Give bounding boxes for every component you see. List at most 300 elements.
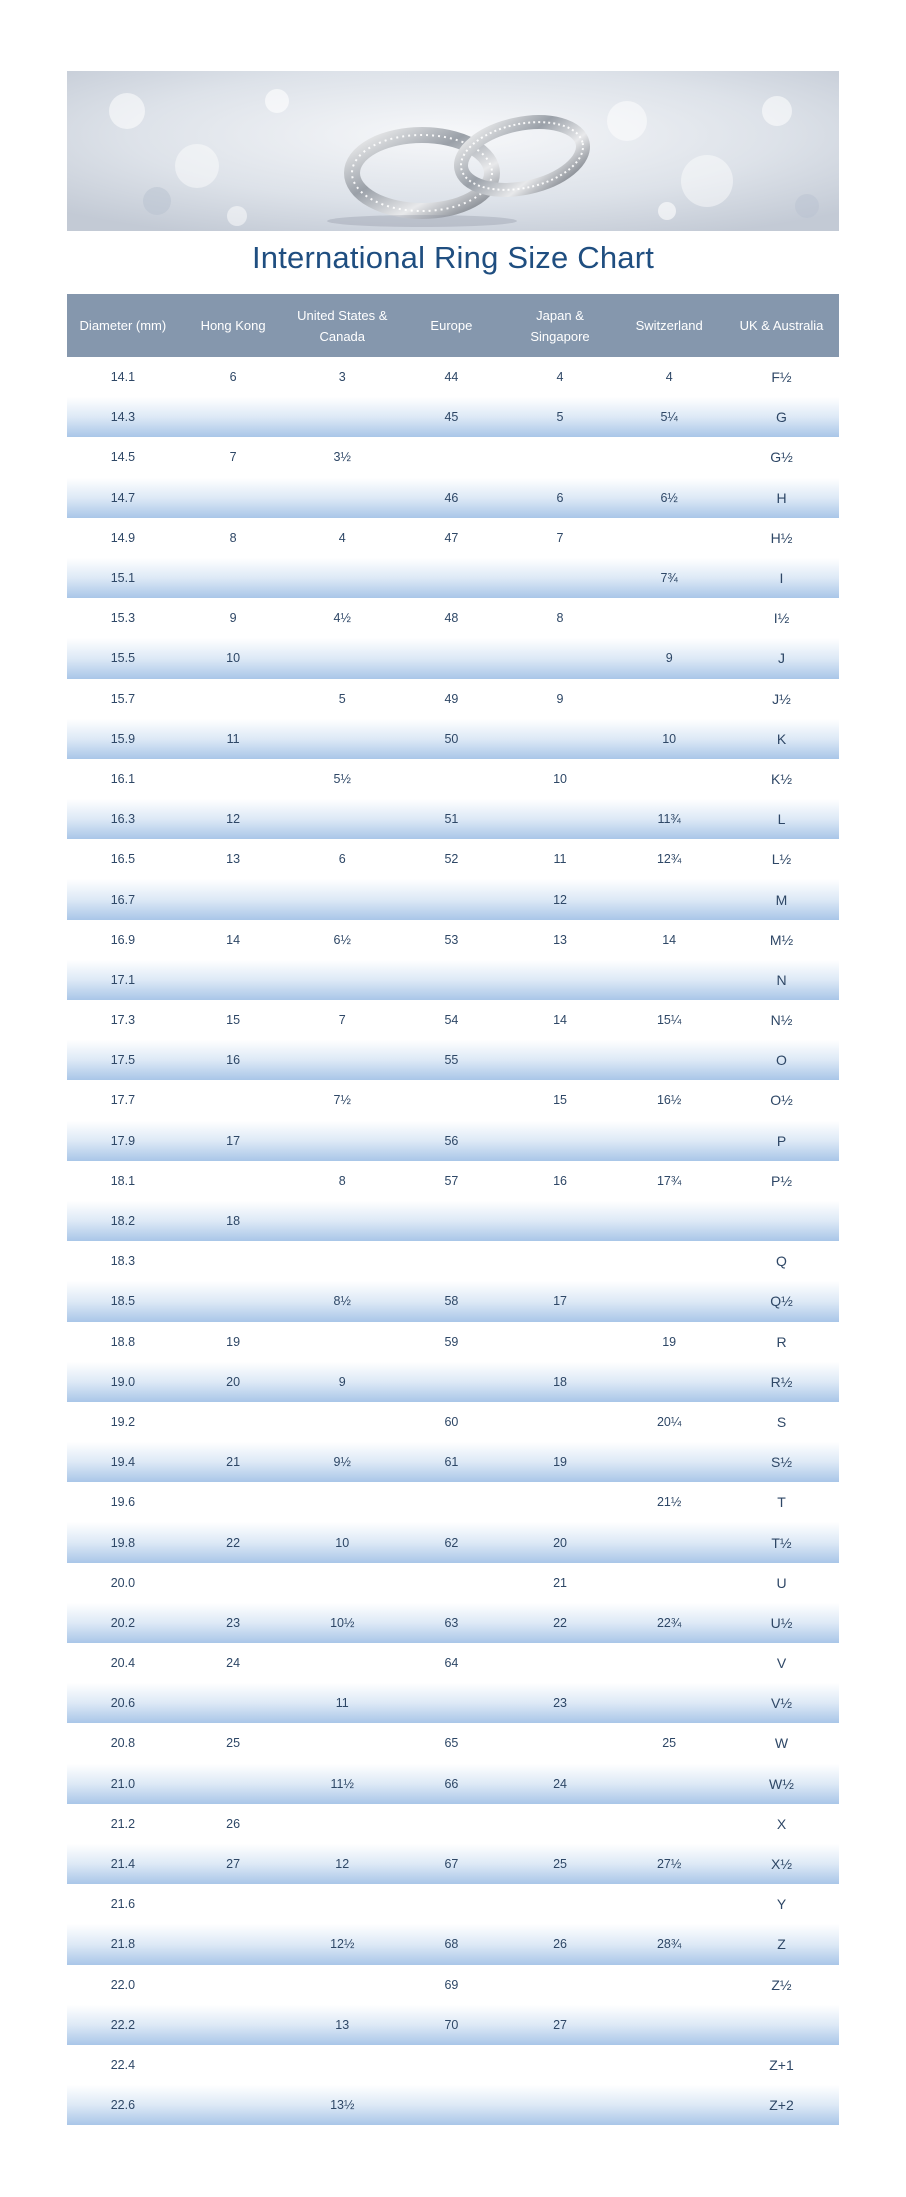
japan-singapore-cell: 17	[506, 1281, 615, 1321]
table-row	[67, 1884, 839, 1924]
diameter-cell: 18.5	[67, 1281, 179, 1321]
table-row	[67, 1362, 839, 1402]
wedding-rings-icon	[67, 71, 839, 231]
japan-singapore-cell: 14	[553, 1013, 567, 1028]
switzerland-cell	[614, 1362, 724, 1402]
uk-australia-cell: S	[776, 1413, 787, 1430]
japan-singapore-cell	[506, 719, 615, 759]
hong-kong-cell: 6	[229, 370, 237, 385]
japan-singapore-cell	[506, 638, 615, 678]
uk-australia-cell: Q	[776, 1253, 787, 1270]
table-row	[67, 1844, 839, 1884]
uk-australia-cell: U	[776, 1574, 787, 1591]
europe-cell	[397, 2045, 506, 2085]
hong-kong-cell	[179, 1161, 288, 1201]
diameter-cell: 20.2	[67, 1603, 179, 1643]
europe-cell: 45	[397, 397, 506, 437]
europe-cell	[397, 879, 506, 919]
us-canada-cell: 7½	[333, 1093, 351, 1108]
switzerland-cell: 22¾	[614, 1603, 724, 1643]
japan-singapore-cell	[506, 1322, 615, 1362]
japan-singapore-cell: 26	[506, 1924, 615, 1964]
europe-cell: 70	[397, 2005, 506, 2045]
diameter-cell: 18.3	[110, 1254, 136, 1269]
switzerland-cell	[614, 1683, 724, 1723]
switzerland-cell: 16½	[656, 1093, 682, 1108]
table-row	[67, 719, 839, 759]
uk-australia-cell: O½	[770, 1092, 793, 1109]
diameter-cell: 14.9	[110, 530, 136, 545]
table-row	[67, 920, 839, 960]
diameter-cell: 15.1	[67, 558, 179, 598]
europe-cell: 56	[397, 1121, 506, 1161]
table-row	[67, 1924, 839, 1964]
uk-australia-cell	[724, 2005, 839, 2045]
table-row	[67, 1764, 839, 1804]
us-canada-cell	[287, 558, 397, 598]
switzerland-cell: 5¼	[614, 397, 724, 437]
switzerland-cell: 6½	[614, 478, 724, 518]
table-row	[67, 839, 839, 879]
europe-cell	[397, 1241, 506, 1281]
japan-singapore-cell	[506, 1040, 615, 1080]
diameter-cell: 14.5	[110, 450, 136, 465]
hong-kong-cell	[179, 960, 288, 1000]
japan-singapore-cell: 9	[556, 691, 564, 706]
hong-kong-cell: 20	[179, 1362, 288, 1402]
japan-singapore-cell	[506, 2045, 615, 2085]
uk-australia-cell: X½	[724, 1844, 839, 1884]
uk-australia-cell: N	[724, 960, 839, 1000]
switzerland-cell	[614, 2005, 724, 2045]
europe-cell	[397, 638, 506, 678]
diameter-cell: 19.6	[110, 1495, 136, 1510]
hong-kong-cell	[179, 2005, 288, 2045]
table-row	[67, 1442, 839, 1482]
table-row	[67, 1241, 839, 1281]
hong-kong-cell: 12	[179, 799, 288, 839]
hong-kong-cell: 18	[179, 1201, 288, 1241]
europe-cell: 51	[397, 799, 506, 839]
uk-australia-cell: R	[776, 1333, 787, 1350]
column-header-diameter: Diameter (mm)	[67, 294, 179, 357]
europe-cell: 63	[397, 1603, 506, 1643]
us-canada-cell: 3	[338, 370, 346, 385]
europe-cell: 66	[397, 1764, 506, 1804]
hong-kong-cell	[179, 1241, 288, 1281]
uk-australia-cell: I½	[773, 610, 790, 627]
europe-cell	[397, 1080, 506, 1120]
hong-kong-cell: 13	[226, 852, 241, 867]
diameter-cell: 16.1	[110, 771, 136, 786]
table-row	[67, 679, 839, 719]
uk-australia-cell: Z½	[771, 1976, 792, 1993]
table-row	[67, 558, 839, 598]
us-canada-cell	[287, 638, 397, 678]
japan-singapore-cell: 18	[506, 1362, 615, 1402]
hong-kong-cell	[179, 397, 288, 437]
uk-australia-cell: P	[724, 1121, 839, 1161]
uk-australia-cell: U½	[724, 1603, 839, 1643]
table-row	[67, 2005, 839, 2045]
us-canada-cell: 3½	[333, 450, 351, 465]
hong-kong-cell: 27	[179, 1844, 288, 1884]
switzerland-cell	[614, 1804, 724, 1844]
us-canada-cell: 11	[287, 1683, 397, 1723]
uk-australia-cell: W	[774, 1735, 789, 1752]
hong-kong-cell	[179, 1965, 288, 2005]
us-canada-cell	[287, 1643, 397, 1683]
table-row	[67, 1563, 839, 1603]
japan-singapore-cell: 16	[553, 1173, 567, 1188]
us-canada-cell: 7	[338, 1013, 346, 1028]
diameter-cell: 14.1	[110, 370, 136, 385]
japan-singapore-cell: 12	[506, 879, 615, 919]
japan-singapore-cell	[506, 799, 615, 839]
uk-australia-cell: V	[776, 1655, 787, 1672]
column-header-hong-kong: Hong Kong	[179, 294, 288, 357]
switzerland-cell: 28¾	[614, 1924, 724, 1964]
japan-singapore-cell	[506, 558, 615, 598]
europe-cell: 55	[397, 1040, 506, 1080]
hong-kong-cell: 24	[226, 1656, 241, 1671]
japan-singapore-cell	[506, 437, 615, 477]
table-row	[67, 1965, 839, 2005]
japan-singapore-cell	[506, 2085, 615, 2125]
us-canada-cell	[287, 1804, 397, 1844]
uk-australia-cell: K	[724, 719, 839, 759]
us-canada-cell	[287, 2045, 397, 2085]
hong-kong-cell: 23	[179, 1603, 288, 1643]
table-row	[67, 1603, 839, 1643]
switzerland-cell	[614, 1965, 724, 2005]
switzerland-cell: 12¾	[656, 852, 682, 867]
diameter-cell: 21.4	[67, 1844, 179, 1884]
diameter-cell: 15.3	[110, 611, 136, 626]
table-row	[67, 960, 839, 1000]
switzerland-cell: 20¼	[656, 1414, 682, 1429]
japan-singapore-cell: 20	[506, 1522, 615, 1562]
hong-kong-cell	[179, 679, 288, 719]
europe-cell: 48	[444, 611, 459, 626]
switzerland-cell: 4	[665, 370, 673, 385]
diameter-cell: 14.7	[67, 478, 179, 518]
europe-cell: 64	[444, 1656, 459, 1671]
japan-singapore-cell	[506, 960, 615, 1000]
diameter-cell: 16.3	[67, 799, 179, 839]
uk-australia-cell: Q½	[724, 1281, 839, 1321]
europe-cell	[397, 437, 506, 477]
switzerland-cell: 7¾	[614, 558, 724, 598]
diameter-cell: 20.0	[110, 1575, 136, 1590]
diameter-cell: 18.8	[110, 1334, 136, 1349]
uk-australia-cell: V½	[724, 1683, 839, 1723]
table-row	[67, 518, 839, 558]
japan-singapore-cell	[506, 1884, 615, 1924]
switzerland-cell: 9	[614, 638, 724, 678]
uk-australia-cell: T½	[724, 1522, 839, 1562]
hong-kong-cell	[179, 879, 288, 919]
hong-kong-cell	[179, 759, 288, 799]
japan-singapore-cell: 15	[553, 1093, 567, 1108]
diameter-cell: 21.6	[110, 1897, 136, 1912]
diameter-cell: 19.4	[67, 1442, 179, 1482]
column-header-uk-australia: UK & Australia	[724, 294, 839, 357]
switzerland-cell: 10	[614, 719, 724, 759]
us-canada-cell: 13	[287, 2005, 397, 2045]
table-row	[67, 1482, 839, 1522]
diameter-cell: 19.2	[110, 1414, 136, 1429]
table-row	[67, 478, 839, 518]
europe-cell: 44	[444, 370, 459, 385]
hong-kong-cell: 19	[226, 1334, 241, 1349]
diameter-cell: 20.8	[110, 1736, 136, 1751]
europe-cell: 58	[397, 1281, 506, 1321]
us-canada-cell: 4½	[333, 611, 351, 626]
japan-singapore-cell	[506, 1121, 615, 1161]
switzerland-cell: 14	[662, 932, 677, 947]
europe-cell: 68	[397, 1924, 506, 1964]
switzerland-cell	[614, 1643, 724, 1683]
switzerland-cell	[614, 759, 724, 799]
japan-singapore-cell	[506, 1965, 615, 2005]
europe-cell	[397, 1563, 506, 1603]
table-row	[67, 1080, 839, 1120]
table-row	[67, 1723, 839, 1763]
uk-australia-cell: P½	[770, 1172, 792, 1189]
us-canada-cell	[287, 1241, 397, 1281]
japan-singapore-cell	[506, 1241, 615, 1281]
uk-australia-cell: S½	[724, 1442, 839, 1482]
japan-singapore-cell	[506, 1804, 615, 1844]
japan-singapore-cell: 22	[506, 1603, 615, 1643]
hong-kong-cell	[179, 1080, 288, 1120]
diameter-cell: 16.5	[110, 852, 136, 867]
diameter-cell: 15.7	[110, 691, 136, 706]
diameter-cell: 19.8	[67, 1522, 179, 1562]
uk-australia-cell: Z+2	[724, 2085, 839, 2125]
table-row	[67, 357, 839, 397]
uk-australia-cell: H	[724, 478, 839, 518]
us-canada-cell	[287, 1723, 397, 1763]
switzerland-cell	[614, 1563, 724, 1603]
uk-australia-cell: M½	[769, 931, 794, 948]
japan-singapore-cell: 13	[553, 932, 567, 947]
us-canada-cell	[287, 960, 397, 1000]
hong-kong-cell: 21	[179, 1442, 288, 1482]
hong-kong-cell: 10	[179, 638, 288, 678]
us-canada-cell	[287, 1965, 397, 2005]
diameter-cell: 15.9	[67, 719, 179, 759]
hong-kong-cell: 14	[226, 932, 241, 947]
table-row	[67, 2085, 839, 2125]
uk-australia-cell: W½	[724, 1764, 839, 1804]
us-canada-cell: 12	[287, 1844, 397, 1884]
us-canada-cell: 8½	[287, 1281, 397, 1321]
switzerland-cell: 11¾	[614, 799, 724, 839]
us-canada-cell	[287, 879, 397, 919]
hong-kong-cell	[179, 2045, 288, 2085]
us-canada-cell	[287, 719, 397, 759]
switzerland-cell: 21½	[656, 1495, 682, 1510]
switzerland-cell	[614, 2045, 724, 2085]
us-canada-cell: 9½	[287, 1442, 397, 1482]
japan-singapore-cell: 5	[506, 397, 615, 437]
switzerland-cell: 27½	[614, 1844, 724, 1884]
switzerland-cell	[614, 2085, 724, 2125]
column-header-switzerland: Switzerland	[614, 294, 724, 357]
diameter-cell: 16.9	[110, 932, 136, 947]
diameter-cell: 22.2	[67, 2005, 179, 2045]
switzerland-cell	[614, 1121, 724, 1161]
diameter-cell: 17.7	[110, 1093, 136, 1108]
us-canada-cell: 11½	[287, 1764, 397, 1804]
hong-kong-cell	[179, 558, 288, 598]
table-row	[67, 1322, 839, 1362]
diameter-cell: 17.3	[110, 1013, 136, 1028]
table-row	[67, 1643, 839, 1683]
us-canada-cell	[287, 1040, 397, 1080]
hong-kong-cell	[179, 1683, 288, 1723]
table-row	[67, 1000, 839, 1040]
diameter-cell: 20.4	[110, 1656, 136, 1671]
japan-singapore-cell: 4	[556, 370, 564, 385]
uk-australia-cell	[724, 1201, 839, 1241]
switzerland-cell: 19	[662, 1334, 677, 1349]
uk-australia-cell: Y	[776, 1896, 787, 1913]
uk-australia-cell: G½	[770, 449, 793, 466]
diameter-cell: 22.6	[67, 2085, 179, 2125]
switzerland-cell	[614, 879, 724, 919]
diameter-cell: 21.8	[67, 1924, 179, 1964]
diameter-cell: 21.0	[67, 1764, 179, 1804]
japan-singapore-cell	[506, 1643, 615, 1683]
switzerland-cell	[614, 960, 724, 1000]
switzerland-cell	[614, 1281, 724, 1321]
europe-cell	[397, 1362, 506, 1402]
hong-kong-cell	[179, 1563, 288, 1603]
switzerland-cell	[614, 1884, 724, 1924]
japan-singapore-cell: 19	[506, 1442, 615, 1482]
europe-cell	[397, 1683, 506, 1723]
switzerland-cell	[614, 518, 724, 558]
hong-kong-cell	[179, 1482, 288, 1522]
switzerland-cell	[614, 1442, 724, 1482]
uk-australia-cell: K½	[770, 770, 792, 787]
table-row	[67, 1402, 839, 1442]
europe-cell: 57	[444, 1173, 459, 1188]
europe-cell: 59	[444, 1334, 459, 1349]
hong-kong-cell	[179, 1402, 288, 1442]
us-canada-cell: 9	[287, 1362, 397, 1402]
us-canada-cell: 6	[338, 852, 346, 867]
uk-australia-cell: G	[724, 397, 839, 437]
europe-cell: 46	[397, 478, 506, 518]
us-canada-cell: 10½	[287, 1603, 397, 1643]
us-canada-cell	[287, 1402, 397, 1442]
hong-kong-cell: 25	[226, 1736, 241, 1751]
diameter-cell: 14.3	[67, 397, 179, 437]
europe-cell: 54	[444, 1013, 459, 1028]
table-row	[67, 1683, 839, 1723]
europe-cell: 65	[444, 1736, 459, 1751]
switzerland-cell	[614, 679, 724, 719]
table-row	[67, 1522, 839, 1562]
japan-singapore-cell	[506, 1402, 615, 1442]
uk-australia-cell: Z+1	[769, 2056, 794, 2073]
europe-cell: 52	[444, 852, 459, 867]
hong-kong-cell: 16	[179, 1040, 288, 1080]
table-row	[67, 2045, 839, 2085]
us-canada-cell	[287, 1322, 397, 1362]
europe-cell: 61	[397, 1442, 506, 1482]
uk-australia-cell: Z	[724, 1924, 839, 1964]
table-row	[67, 1040, 839, 1080]
japan-singapore-cell: 23	[506, 1683, 615, 1723]
uk-australia-cell: J½	[772, 690, 791, 707]
hong-kong-cell: 8	[229, 530, 237, 545]
diameter-cell: 18.1	[110, 1173, 136, 1188]
uk-australia-cell: F½	[771, 369, 792, 386]
hong-kong-cell: 9	[229, 611, 237, 626]
switzerland-cell: 25	[662, 1736, 677, 1751]
switzerland-cell	[614, 1201, 724, 1241]
uk-australia-cell: X	[776, 1815, 787, 1832]
us-canada-cell	[287, 1884, 397, 1924]
europe-cell: 67	[397, 1844, 506, 1884]
us-canada-cell: 13½	[287, 2085, 397, 2125]
table-row	[67, 1281, 839, 1321]
switzerland-cell	[614, 1522, 724, 1562]
europe-cell	[397, 759, 506, 799]
hong-kong-cell	[179, 1924, 288, 1964]
us-canada-cell	[287, 397, 397, 437]
uk-australia-cell: L½	[771, 851, 792, 868]
japan-singapore-cell: 24	[506, 1764, 615, 1804]
europe-cell	[397, 1201, 506, 1241]
diameter-cell: 17.9	[67, 1121, 179, 1161]
us-canada-cell	[287, 478, 397, 518]
us-canada-cell: 12½	[287, 1924, 397, 1964]
uk-australia-cell: T	[777, 1494, 786, 1511]
table-row	[67, 799, 839, 839]
uk-australia-cell: N½	[770, 1012, 793, 1029]
japan-singapore-cell: 25	[506, 1844, 615, 1884]
column-header-japan-singapore: Japan & Singapore	[506, 294, 615, 357]
table-row	[67, 1121, 839, 1161]
us-canada-cell: 6½	[333, 932, 351, 947]
hong-kong-cell: 26	[226, 1816, 241, 1831]
banner-image	[67, 71, 839, 231]
hong-kong-cell	[179, 1764, 288, 1804]
europe-cell	[397, 1482, 506, 1522]
japan-singapore-cell: 11	[553, 852, 567, 867]
europe-cell: 50	[397, 719, 506, 759]
us-canada-cell	[287, 1201, 397, 1241]
europe-cell: 49	[444, 691, 459, 706]
uk-australia-cell: M	[724, 879, 839, 919]
diameter-cell: 21.2	[110, 1816, 136, 1831]
diameter-cell: 18.2	[67, 1201, 179, 1241]
us-canada-cell	[287, 1482, 397, 1522]
europe-cell	[397, 1804, 506, 1844]
hong-kong-cell: 7	[229, 450, 237, 465]
japan-singapore-cell: 6	[506, 478, 615, 518]
japan-singapore-cell: 8	[556, 611, 564, 626]
switzerland-cell	[614, 437, 724, 477]
japan-singapore-cell: 10	[553, 771, 567, 786]
hong-kong-cell	[179, 478, 288, 518]
